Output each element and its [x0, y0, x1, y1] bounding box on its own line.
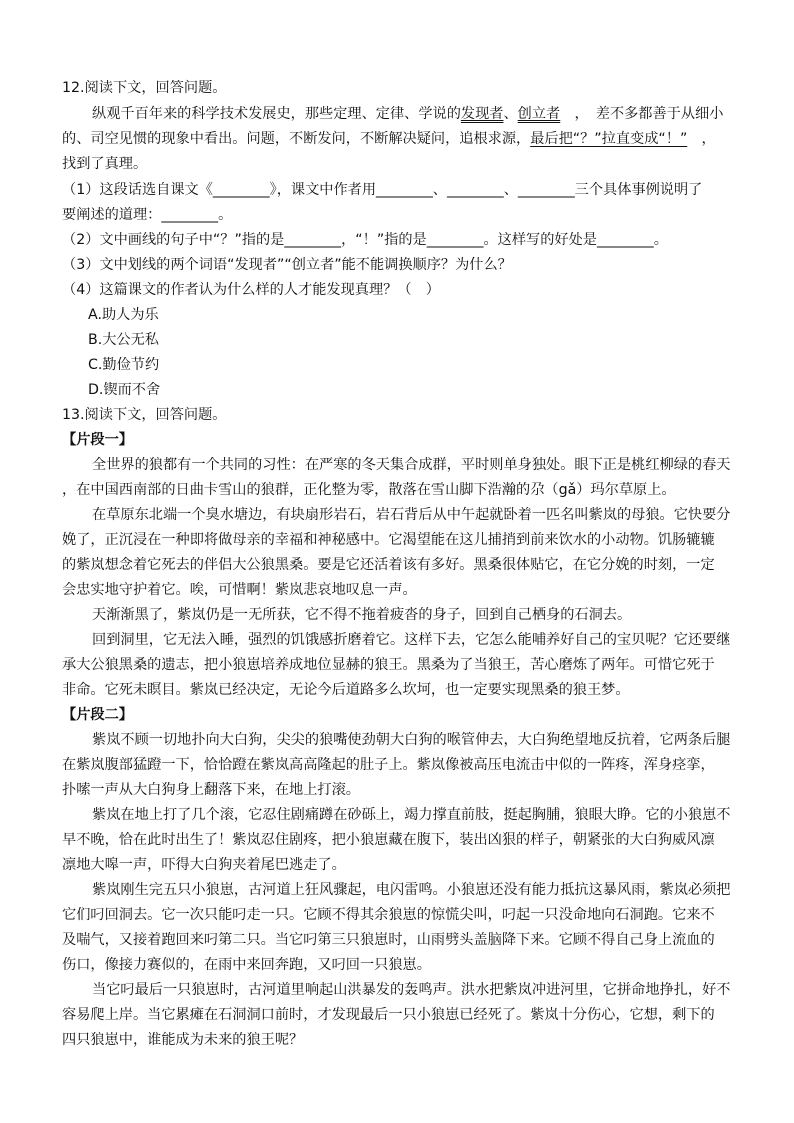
s1-p4-line-2: 承大公狼黑桑的遗志，把小狼崽培养成地位显赫的狼王。黑桑为了当狼王，苦心磨炼了两年。可惜它死于 [62, 657, 715, 673]
s1-p2-line-2: 娩了，正沉浸在一种即将做母亲的幸福和神秘感中。它渴望能在这儿捕捎到前来饮水的小动物。饥肠辘辘 [62, 532, 715, 548]
s2-p2-line-1: 紫岚在地上打了几个滚，它忍住剧痛蹲在砂砾上，竭力撑直前肢，挺起胸脯，狼眼大睁。它的小狼崽不 [92, 807, 731, 823]
s2-p3-line-1: 紫岚刚生完五只小狼崽，古河道上狂风骤起，电闪雷鸣。小狼崽还没有能力抵抗这暴风雨，紫岚必须把 [92, 882, 731, 898]
s2-p2-line-2: 早不晚，恰在此时出生了！紫岚忍住剧疼，把小狼崽藏在腹下，装出凶狠的样子，朝紧张的大白狗威风凛 [62, 832, 715, 848]
q12-sub-question-4: （4）这篇课文的作者认为什么样的人才能发现真理？（ ） [62, 282, 440, 298]
s1-p1-line-1: 全世界的狼都有一个共同的习性：在严寒的冬天集合成群，平时则单身独处。眼下正是桃红柳绿的春天 [92, 457, 731, 473]
s1-p2-line-1: 在草原东北端一个臭水塘边，有块扇形岩石，岩石背后从中午起就卧着一匹名叫紫岚的母狼。它快要分 [92, 507, 731, 523]
q12-sub-question-1: （1）这段话选自课文《________》，课文中作者用________、________、________三个具体事例说明了 [62, 182, 703, 198]
s1-p4-line-3: 非命。它死未瞑目。紫岚已经决定，无论今后道路多么坎坷，也一定要实现黑桑的狼王梦。 [62, 682, 630, 698]
s2-p4-line-1: 当它叼最后一只狼崽时，古河道里响起山洪暴发的轰鸣声。洪水把紫岚冲进河里，它拼命地挣扎，好不 [92, 982, 731, 998]
q12-sub-question-3: （3）文中划线的两个词语“发现者”“创立者”能不能调换顺序？为什么？ [62, 257, 512, 273]
s2-p1-line-3: 扑嗦一声从大白狗身上翻落下来，在地上打滚。 [62, 782, 360, 798]
q12-passage-line-2: 的、司空见惯的现象中看出。问题，不断发问，不断解决疑问，追根求源，最后把“？”拉直变成“！” ， [62, 131, 716, 147]
q12-sub-question-1-cont: 要阐述的道理：________。 [62, 207, 233, 223]
option-d[interactable]: D.锲而不舍 [88, 382, 161, 398]
s1-p2-line-4: 会忠实地守护着它。唉，可惜啊！紫岚悲哀地叹息一声。 [62, 582, 417, 598]
s2-p4-line-3: 四只狼崽中，谁能成为未来的狼王呢？ [62, 1032, 304, 1048]
q12-sub-question-2: （2）文中画线的句子中“？”指的是________，“！”指的是________。这样写的好处是________。 [62, 232, 668, 248]
s2-p2-line-3: 凛地大嗥一声，吓得大白狗夹着尾巴逃走了。 [62, 857, 346, 873]
s2-p3-line-3: 及喘气，又接着跑回来叼第二只。当它叼第三只狼崽时，山雨劈头盖脑降下来。它顾不得自己身上流血的 [62, 932, 715, 948]
q12-passage-line-1: 纵观千百年来的科学技术发展史，那些定理、定律、学说的发现者、创立者 ， 差不多都善于从细小 [92, 106, 724, 122]
q12-passage-line-3: 找到了真理。 [62, 156, 148, 172]
word-founder: 创立者 [517, 106, 561, 122]
s2-p3-line-4: 伤口，像接力赛似的，在雨中来回奔跑，又叼回一只狼崽。 [62, 957, 431, 973]
s2-p1-line-2: 在紫岚腹部猛蹬一下，恰恰蹬在紫岚高高隆起的肚子上。紫岚像被高压电流击中似的一阵疼，浑身痉挛， [62, 757, 715, 773]
underlined-sentence: 最后把“？”拉直变成“！” [530, 131, 688, 147]
s1-p3-line-1: 天渐渐黑了，紫岚仍是一无所获，它不得不拖着疲沓的身子，回到自己栖身的石洞去。 [92, 607, 632, 623]
option-b[interactable]: B.大公无私 [88, 332, 159, 348]
option-a[interactable]: A.助人为乐 [88, 307, 159, 323]
s1-p2-line-3: 的紫岚想念着它死去的伴侣大公狼黑桑。要是它还活着该有多好。黑桑很体贴它，在它分娩的时刻，一定 [62, 557, 715, 573]
section-2-heading: 【片段二】 [62, 707, 133, 723]
s2-p4-line-2: 容易爬上岸。当它累瘫在石洞洞口前时，才发现最后一只小狼崽已经死了。紫岚十分伤心，它想，剩下的 [62, 1007, 715, 1023]
section-1-heading: 【片段一】 [62, 432, 133, 448]
question-13-title: 13.阅读下文，回答问题。 [62, 407, 227, 423]
s2-p3-line-2: 它们叼回洞去。它一次只能叼走一只。它顾不得其余狼崽的惊慌尖叫，叼起一只没命地向石洞跑。它来不 [62, 907, 715, 923]
question-12-title: 12.阅读下文，回答问题。 [62, 80, 227, 96]
s1-p4-line-1: 回到洞里，它无法入睡，强烈的饥饿感折磨着它。这样下去，它怎么能哺养好自己的宝贝呢？它还要继 [92, 632, 731, 648]
s2-p1-line-1: 紫岚不顾一切地扑向大白狗，尖尖的狼嘴使劲朝大白狗的喉管伸去，大白狗绝望地反抗着，它两条后腿 [92, 732, 731, 748]
s1-p1-line-2: ，在中国西南部的日曲卡雪山的狼群，正化整为零，散落在雪山脚下浩瀚的尕（gǎ）玛尔草原上。 [62, 482, 676, 498]
option-c[interactable]: C.勤俭节约 [88, 357, 160, 373]
word-discoverer: 发现者 [460, 106, 504, 122]
